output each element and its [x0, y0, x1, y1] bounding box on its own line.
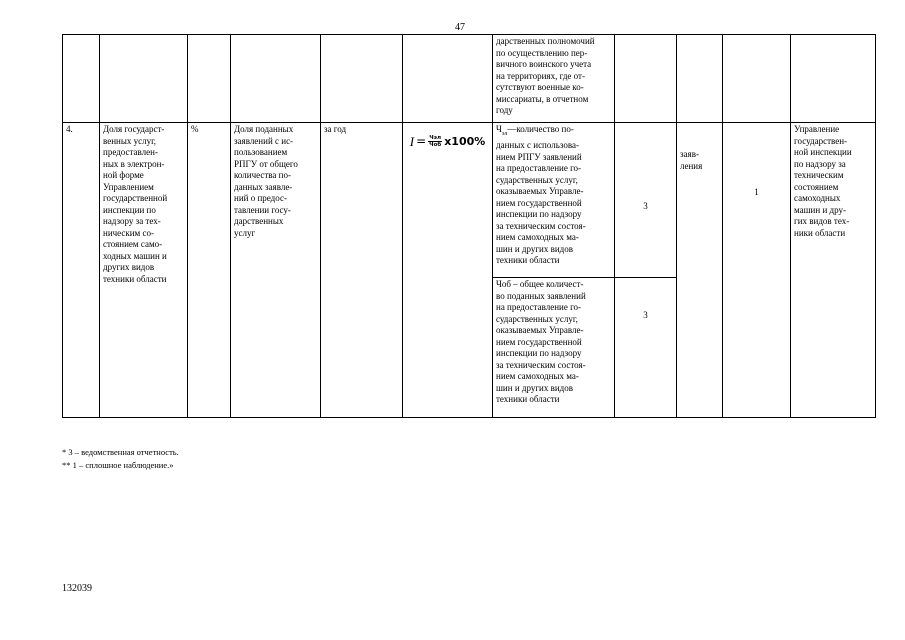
observation-method: 1 [754, 187, 759, 197]
cell-responsible [791, 123, 876, 418]
cell-empty [231, 35, 321, 123]
formula-fraction [428, 135, 442, 148]
indicator-name: Доля государст- венных услуг, предоставлен- ных в электрон- ной форме Управлением государственной инспекции по надзору за тех- ническим со- стоянием само- ходных машин и других видов техники области [103, 124, 168, 284]
cell-definition [231, 123, 321, 418]
page-number: 47 [455, 22, 465, 33]
unit-of-observation: заяв- ления [680, 149, 703, 171]
continued-description-text: дарственных полномочий по осуществлению пер- вичного воинского учета на территориях, где от- сутствуют военные ко- миссариаты, в отчетном году [496, 36, 595, 115]
document-code: 132039 [62, 583, 92, 594]
row-number: 4. [66, 124, 73, 134]
table-row-4a [63, 123, 876, 278]
table-row-continued [63, 35, 876, 123]
cell-sub-b-source [615, 278, 677, 418]
formula-variable: I [409, 133, 415, 149]
sub-a-symbol-subscript: эл [501, 130, 508, 137]
cell-period [321, 123, 403, 418]
cell-indicator-name [100, 123, 188, 418]
cell-row-number [63, 123, 100, 418]
indicators-table [62, 34, 876, 418]
cell-sub-a-source [615, 123, 677, 278]
cell-formula [403, 123, 493, 418]
sub-a-symbol: Ч [496, 124, 502, 134]
cell-empty [63, 35, 100, 123]
definition: Доля поданных заявлений с ис- пользованием РПГУ от общего количества по- данных заявле- ний о предос- тавлении госу- дарственных услуг [234, 124, 298, 238]
sub-b-source: 3 [643, 310, 648, 320]
formula [410, 135, 486, 148]
formula-denominator: Чоб [429, 142, 442, 148]
period: за год [324, 124, 347, 134]
cell-empty [615, 35, 677, 123]
cell-empty [100, 35, 188, 123]
formula-equals: = [416, 133, 427, 148]
footnote-2: ** 1 – сплошное наблюдение.» [62, 460, 174, 470]
cell-observation-method [723, 123, 791, 418]
sub-a-text-rest: данных с использова- нием РПГУ заявлений на предоставление го- сударственных услуг, оказываемых Управле- нием государственной инспекции по надзору за техническим состоя- нием самоходных ма- шин и других видов техники области [496, 140, 586, 266]
cell-unit [188, 123, 231, 418]
sub-a-source: 3 [643, 201, 648, 211]
sub-b-text: Чоб – общее количест- во поданных заявлений на предоставление го- сударственных услуг, оказываемых Управле- нием государственной инспекции по надзору за техническим состоя- нием самоходных ма- шин и других видов техники области [496, 279, 586, 404]
unit: % [191, 124, 199, 134]
sub-a-text-first: —количество по- [507, 124, 574, 134]
cell-empty [321, 35, 403, 123]
cell-continued-description [493, 35, 615, 123]
cell-sub-b-description [493, 278, 615, 418]
formula-tail: х100% [444, 134, 486, 148]
cell-empty [723, 35, 791, 123]
cell-empty [677, 35, 723, 123]
cell-empty [791, 35, 876, 123]
footnote-1: * 3 – ведомственная отчетность. [62, 447, 179, 457]
cell-unit-of-observation [677, 123, 723, 418]
cell-sub-a-description [493, 123, 615, 278]
formula-numerator: Чэл [429, 135, 442, 141]
cell-empty [403, 35, 493, 123]
cell-empty [188, 35, 231, 123]
responsible: Управление государствен- ной инспекции по надзору за техническим состоянием самоходных машин и дру- гих видов тех- ники области [794, 124, 852, 238]
footnotes [62, 446, 179, 472]
